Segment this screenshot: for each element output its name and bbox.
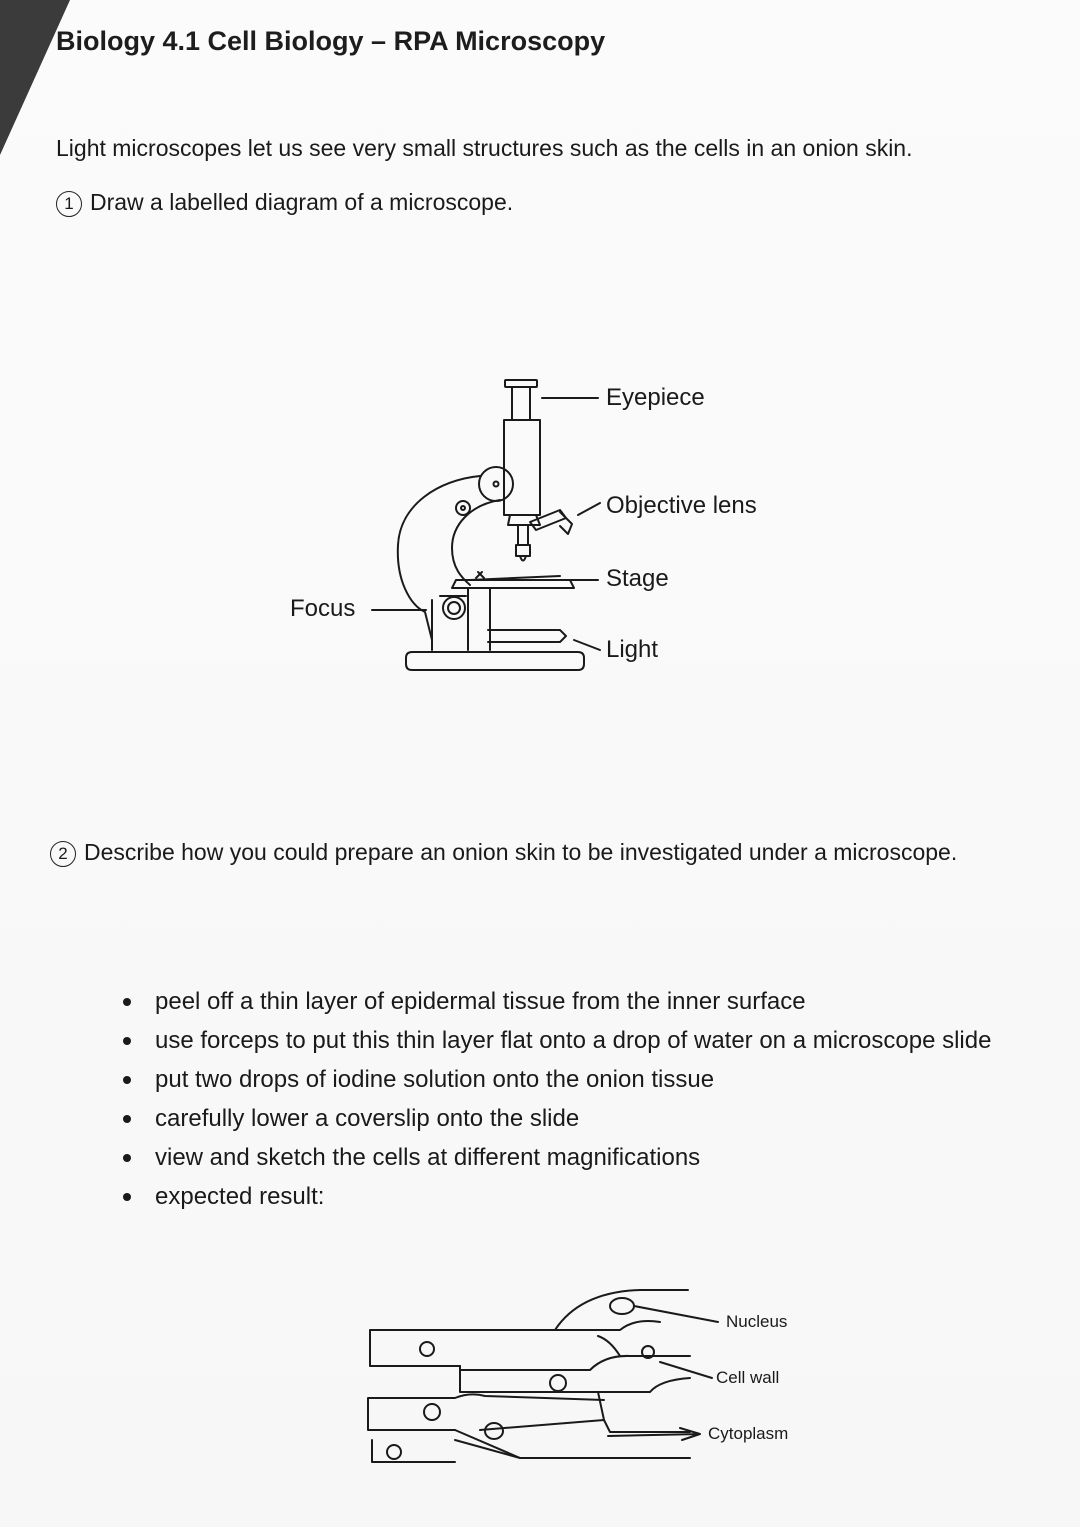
question-1-text: Draw a labelled diagram of a microscope.: [90, 189, 514, 215]
label-cytoplasm: Cytoplasm: [708, 1424, 789, 1443]
label-focus: Focus: [290, 595, 356, 622]
label-stage: Stage: [606, 565, 669, 592]
onion-cells-diagram: [360, 1280, 720, 1470]
label-cell-wall: Cell wall: [716, 1368, 780, 1387]
question-1: [56, 189, 513, 217]
cell-outline: [555, 1290, 688, 1330]
page-title: Biology 4.1 Cell Biology – RPA Microscopy: [56, 26, 606, 56]
corner-tab-decoration: [0, 0, 70, 155]
cell-outline: [460, 1336, 690, 1392]
cell-nucleus: [424, 1404, 440, 1420]
method-step: peel off a thin layer of epidermal tissue from the inner surface: [115, 982, 1045, 1021]
objective-leader: [578, 503, 600, 515]
cell-nucleus: [387, 1445, 401, 1459]
intro-text: Light microscopes let us see very small structures such as the cells in an onion skin.: [56, 135, 913, 161]
cell-outline: [368, 1394, 604, 1430]
cell-wall-leader: [660, 1362, 712, 1378]
label-nucleus: Nucleus: [726, 1312, 788, 1331]
cell-nucleus: [610, 1298, 634, 1314]
question-2-text: Describe how you could prepare an onion skin to be investigated under a microscope.: [84, 839, 958, 865]
nucleus-leader: [634, 1306, 718, 1322]
question-1-number: 1: [56, 191, 82, 217]
cell-outline: [598, 1378, 690, 1420]
microscope-label-lines: [360, 380, 620, 660]
label-eyepiece: Eyepiece: [606, 384, 705, 411]
method-step: put two drops of iodine solution onto the onion tissue: [115, 1060, 1045, 1099]
corner-tab-strip: [0, 0, 60, 8]
cell-outline: [370, 1330, 555, 1366]
method-step: view and sketch the cells at different magnifications: [115, 1138, 1045, 1177]
method-step: expected result:: [115, 1177, 1045, 1216]
cell-nucleus: [550, 1375, 566, 1391]
method-step: use forceps to put this thin layer flat onto a drop of water on a microscope slide: [115, 1021, 1045, 1060]
cell-nucleus: [485, 1423, 503, 1439]
question-2-number: 2: [50, 841, 76, 867]
method-steps-list: [115, 982, 1045, 1216]
cytoplasm-leader: [608, 1428, 700, 1440]
question-2: [50, 832, 1010, 872]
light-leader: [574, 640, 600, 650]
label-light: Light: [606, 636, 659, 663]
method-step: carefully lower a coverslip onto the slide: [115, 1099, 1045, 1138]
cell-nucleus: [420, 1342, 434, 1356]
label-objective-lens: Objective lens: [606, 492, 757, 519]
